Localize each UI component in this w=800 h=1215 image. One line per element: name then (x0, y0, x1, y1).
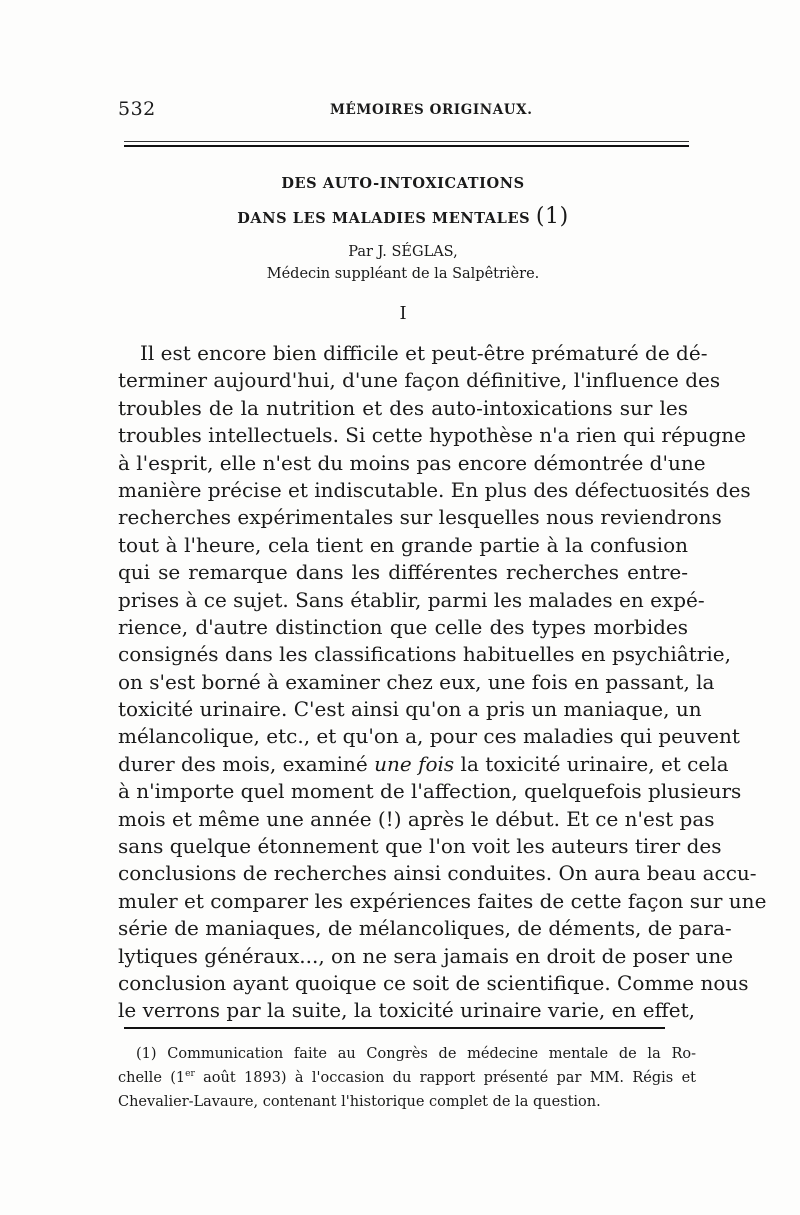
body-line: consignés dans les classifications habituelles en psychiâtrie, (118, 642, 731, 667)
page-number: 532 (118, 98, 156, 120)
body-text-run: la toxicité urinaire, et cela (454, 751, 729, 776)
body-line: conclusion ayant quoique ce soit de scientifique. Comme nous (118, 970, 749, 995)
body-line: lytiques généraux..., on ne sera jamais en droit de poser une (118, 943, 734, 968)
article-title-line-2 (118, 204, 688, 229)
body-line: à l'esprit, elle n'est du moins pas encore démontrée d'une (118, 450, 706, 475)
header-rule-thin (124, 141, 689, 142)
body-line: troubles de la nutrition et des auto-intoxications sur les (118, 395, 688, 420)
body-line: troubles intellectuels. Si cette hypothèse n'a rien qui répugne (118, 423, 747, 448)
running-head (118, 98, 688, 122)
author-byline: Par J. SÉGLAS, (348, 244, 458, 260)
footnote-reference: (1) (535, 204, 569, 229)
body-line: muler et comparer les expériences faites de cette façon sur une (118, 888, 767, 913)
footnote-text-run: août 1893) à l'occasion du rapport présenté par MM. Régis et (194, 1070, 697, 1086)
author-affiliation: Médecin suppléant de la Salpêtrière. (266, 266, 540, 282)
body-text (118, 340, 767, 1025)
body-line: manière précise et indiscutable. En plus des défectuosités des (118, 477, 751, 502)
footnote-text-run: chelle (1 (118, 1070, 186, 1086)
article-title-text: DANS LES MALADIES MENTALES (237, 210, 531, 227)
article-title-line-1: DES AUTO-INTOXICATIONS (281, 175, 525, 192)
body-line: à n'importe quel moment de l'affection, quelquefois plusieurs (118, 779, 742, 804)
body-text-run: durer des mois, examiné (118, 751, 375, 776)
section-numeral: I (399, 303, 407, 324)
header-rule-thick (124, 145, 689, 147)
body-line: mélancolique, etc., et qu'on a, pour ces maladies qui peuvent (118, 724, 740, 749)
body-line: mois et même une année (!) après le début. Et ce n'est pas (118, 806, 715, 831)
body-line: Il est encore bien difficile et peut-être prématuré de dé- (140, 341, 708, 365)
body-line: série de maniaques, de mélancoliques, de déments, de para- (118, 916, 732, 941)
superscript: er (185, 1069, 195, 1080)
body-line: prises à ce sujet. Sans établir, parmi les malades en expé- (118, 587, 705, 612)
emphasis-text: une fois (374, 751, 455, 776)
body-line: qui se remarque dans les différentes recherches entre- (118, 560, 688, 585)
body-line: recherches expérimentales sur lesquelles nous reviendrons (118, 505, 722, 530)
footnote-line (118, 1066, 696, 1090)
body-line: conclusions de recherches ainsi conduites. On aura beau accu- (118, 861, 757, 886)
footnote-line: Chevalier-Lavaure, contenant l'historique complet de la question. (118, 1094, 601, 1110)
body-line: sans quelque étonnement que l'on voit les auteurs tirer des (118, 834, 722, 859)
body-line: rience, d'autre distinction que celle des types morbides (118, 614, 688, 639)
body-line: on s'est borné à examiner chez eux, une fois en passant, la (118, 669, 715, 694)
body-line: le verrons par la suite, la toxicité urinaire varie, en effet, (118, 998, 695, 1023)
body-line: toxicité urinaire. C'est ainsi qu'on a pris un maniaque, un (118, 697, 702, 722)
footnote-rule (124, 1027, 665, 1029)
body-line: terminer aujourd'hui, d'une façon définitive, l'influence des (118, 368, 721, 393)
body-line (118, 751, 729, 778)
running-title: MÉMOIRES ORIGINAUX. (330, 102, 533, 118)
footnote (118, 1042, 696, 1114)
body-line: tout à l'heure, cela tient en grande partie à la confusion (118, 532, 688, 557)
footnote-line: (1) Communication faite au Congrès de médecine mentale de la Ro- (136, 1046, 696, 1062)
